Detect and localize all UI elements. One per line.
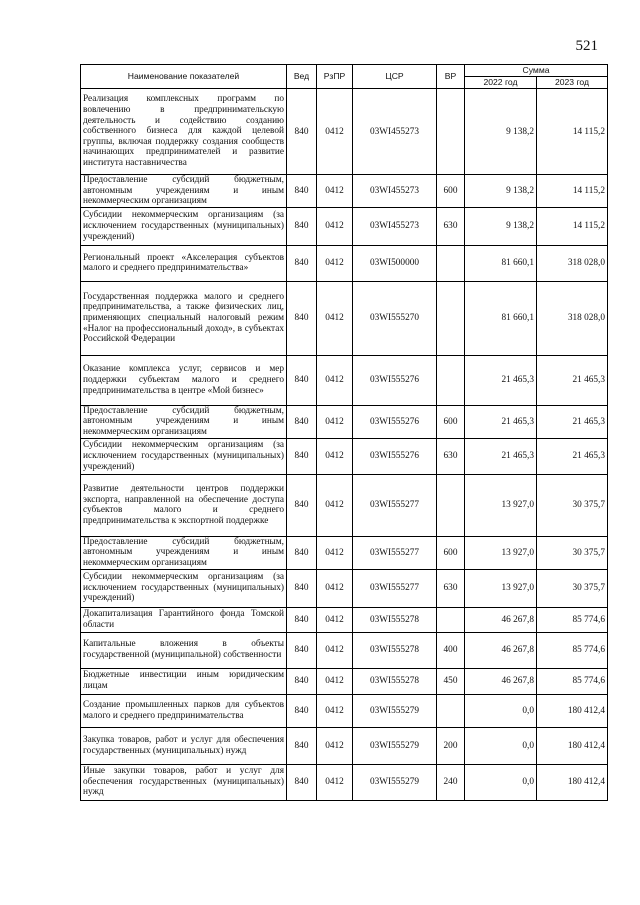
row-ved: 840 [287,632,317,668]
table-row [81,474,608,536]
row-sum-2023: 14 115,2 [537,89,608,175]
row-sum-2023: 21 465,3 [537,405,608,438]
row-sum-2022: 81 660,1 [465,281,537,355]
row-rzpr: 0412 [317,536,353,569]
table-row [81,727,608,764]
row-vr: 450 [437,668,465,694]
row-rzpr: 0412 [317,668,353,694]
row-sum-2022: 9 138,2 [465,175,537,208]
table-row [81,632,608,668]
row-csr: 03WI555278 [353,632,437,668]
row-csr: 03WI555276 [353,355,437,405]
row-name: Бюджетные инвестиции иным юридическим лицам [81,668,287,694]
row-sum-2023: 21 465,3 [537,355,608,405]
header-sum: Сумма [465,65,608,77]
row-vr [437,694,465,727]
row-ved: 840 [287,668,317,694]
row-ved: 840 [287,607,317,632]
row-sum-2022: 0,0 [465,694,537,727]
row-rzpr: 0412 [317,405,353,438]
row-vr: 600 [437,405,465,438]
row-rzpr: 0412 [317,245,353,281]
row-sum-2022: 21 465,3 [465,405,537,438]
row-sum-2023: 85 774,6 [537,632,608,668]
row-sum-2022: 9 138,2 [465,89,537,175]
table-row [81,764,608,800]
row-rzpr: 0412 [317,355,353,405]
row-csr: 03WI555278 [353,607,437,632]
row-ved: 840 [287,569,317,607]
row-name: Субсидии некоммерческим организациям (за исключением государственных (муниципальных) учреждений) [81,207,287,245]
table-body [81,89,608,801]
row-csr: 03WI555277 [353,474,437,536]
header-name: Наименование показателей [81,65,287,89]
table-row [81,694,608,727]
row-name: Субсидии некоммерческим организациям (за исключением государственных (муниципальных) учреждений) [81,438,287,474]
row-csr: 03WI555279 [353,764,437,800]
table-row [81,607,608,632]
row-rzpr: 0412 [317,632,353,668]
row-csr: 03WI555270 [353,281,437,355]
row-csr: 03WI555276 [353,438,437,474]
row-ved: 840 [287,405,317,438]
row-sum-2023: 14 115,2 [537,175,608,208]
row-rzpr: 0412 [317,207,353,245]
header-year-2023: 2023 год [537,77,608,89]
row-ved: 840 [287,438,317,474]
row-vr [437,89,465,175]
row-vr [437,281,465,355]
row-ved: 840 [287,727,317,764]
table-row [81,438,608,474]
row-sum-2022: 81 660,1 [465,245,537,281]
row-name: Иные закупки товаров, работ и услуг для обеспечения государственных (муниципальных) нужд [81,764,287,800]
row-sum-2022: 13 927,0 [465,536,537,569]
header-vr: ВР [437,65,465,89]
row-name: Создание промышленных парков для субъектов малого и среднего предпринимательства [81,694,287,727]
row-ved: 840 [287,281,317,355]
table-row [81,569,608,607]
row-rzpr: 0412 [317,438,353,474]
row-csr: 03WI555276 [353,405,437,438]
table-row [81,207,608,245]
table-row [81,405,608,438]
row-vr: 600 [437,536,465,569]
row-name: Предоставление субсидий бюджетным, автономным учреждениям и иным некоммерческим организациям [81,175,287,208]
row-sum-2023: 85 774,6 [537,668,608,694]
row-vr: 630 [437,207,465,245]
row-sum-2022: 13 927,0 [465,474,537,536]
row-sum-2022: 46 267,8 [465,668,537,694]
row-sum-2023: 318 028,0 [537,245,608,281]
row-sum-2022: 21 465,3 [465,438,537,474]
row-vr: 240 [437,764,465,800]
row-sum-2023: 30 375,7 [537,569,608,607]
row-csr: 03WI555277 [353,569,437,607]
row-vr [437,245,465,281]
row-ved: 840 [287,175,317,208]
row-sum-2023: 180 412,4 [537,764,608,800]
table-row [81,89,608,175]
row-sum-2022: 9 138,2 [465,207,537,245]
row-vr [437,474,465,536]
row-vr: 600 [437,175,465,208]
row-csr: 03WI555279 [353,694,437,727]
row-ved: 840 [287,245,317,281]
row-name: Реализация комплексных программ по вовлечению в предпринимательскую деятельность и содействию созданию собственного бизнеса для каждой целевой группы, включая поддержку создания сообществ начинающих предпринимателей и развитие института наставничества [81,89,287,175]
table-row [81,355,608,405]
row-sum-2022: 13 927,0 [465,569,537,607]
row-csr: 03WI455273 [353,89,437,175]
row-csr: 03WI455273 [353,175,437,208]
row-name: Развитие деятельности центров поддержки экспорта, направленной на обеспечение доступа субъектов малого и среднего предпринимательства к экспортной поддержке [81,474,287,536]
row-sum-2022: 46 267,8 [465,607,537,632]
row-vr: 630 [437,438,465,474]
row-ved: 840 [287,764,317,800]
row-sum-2023: 14 115,2 [537,207,608,245]
row-sum-2022: 0,0 [465,727,537,764]
row-sum-2023: 30 375,7 [537,536,608,569]
row-name: Закупка товаров, работ и услуг для обеспечения государственных (муниципальных) нужд [81,727,287,764]
row-name: Капитальные вложения в объекты государственной (муниципальной) собственности [81,632,287,668]
page-number: 521 [575,38,598,54]
row-vr [437,607,465,632]
row-sum-2022: 46 267,8 [465,632,537,668]
header-ved: Вед [287,65,317,89]
row-rzpr: 0412 [317,569,353,607]
row-ved: 840 [287,89,317,175]
row-vr [437,355,465,405]
row-sum-2023: 85 774,6 [537,607,608,632]
row-csr: 03WI555278 [353,668,437,694]
row-csr: 03WI555277 [353,536,437,569]
row-name: Предоставление субсидий бюджетным, автономным учреждениям и иным некоммерческим организациям [81,536,287,569]
budget-table [80,64,608,801]
row-vr: 400 [437,632,465,668]
row-ved: 840 [287,207,317,245]
row-rzpr: 0412 [317,175,353,208]
row-rzpr: 0412 [317,281,353,355]
row-ved: 840 [287,694,317,727]
row-ved: 840 [287,474,317,536]
header-csr: ЦСР [353,65,437,89]
row-sum-2023: 30 375,7 [537,474,608,536]
row-csr: 03WI500000 [353,245,437,281]
row-ved: 840 [287,355,317,405]
row-name: Предоставление субсидий бюджетным, автономным учреждениям и иным некоммерческим организациям [81,405,287,438]
table-row [81,536,608,569]
header-rzpr: РзПР [317,65,353,89]
row-rzpr: 0412 [317,727,353,764]
table-row [81,175,608,208]
row-sum-2023: 180 412,4 [537,727,608,764]
row-rzpr: 0412 [317,474,353,536]
row-csr: 03WI555279 [353,727,437,764]
row-rzpr: 0412 [317,764,353,800]
table-row [81,668,608,694]
row-sum-2022: 0,0 [465,764,537,800]
row-sum-2022: 21 465,3 [465,355,537,405]
table-header [81,65,608,89]
row-name: Региональный проект «Акселерация субъектов малого и среднего предпринимательства» [81,245,287,281]
row-name: Государственная поддержка малого и среднего предпринимательства, а также физических лиц, применяющих специальный налоговый режим «Налог на профессиональный доход», в субъектах Российской Федерации [81,281,287,355]
row-ved: 840 [287,536,317,569]
row-rzpr: 0412 [317,607,353,632]
row-name: Субсидии некоммерческим организациям (за исключением государственных (муниципальных) учреждений) [81,569,287,607]
row-csr: 03WI455273 [353,207,437,245]
row-name: Докапитализация Гарантийного фонда Томской области [81,607,287,632]
row-sum-2023: 180 412,4 [537,694,608,727]
header-year-2022: 2022 год [465,77,537,89]
row-rzpr: 0412 [317,694,353,727]
row-rzpr: 0412 [317,89,353,175]
row-vr: 630 [437,569,465,607]
row-sum-2023: 21 465,3 [537,438,608,474]
table-row [81,245,608,281]
row-vr: 200 [437,727,465,764]
row-name: Оказание комплекса услуг, сервисов и мер поддержки субъектам малого и среднего предпринимательства в центре «Мой бизнес» [81,355,287,405]
table-row [81,281,608,355]
row-sum-2023: 318 028,0 [537,281,608,355]
